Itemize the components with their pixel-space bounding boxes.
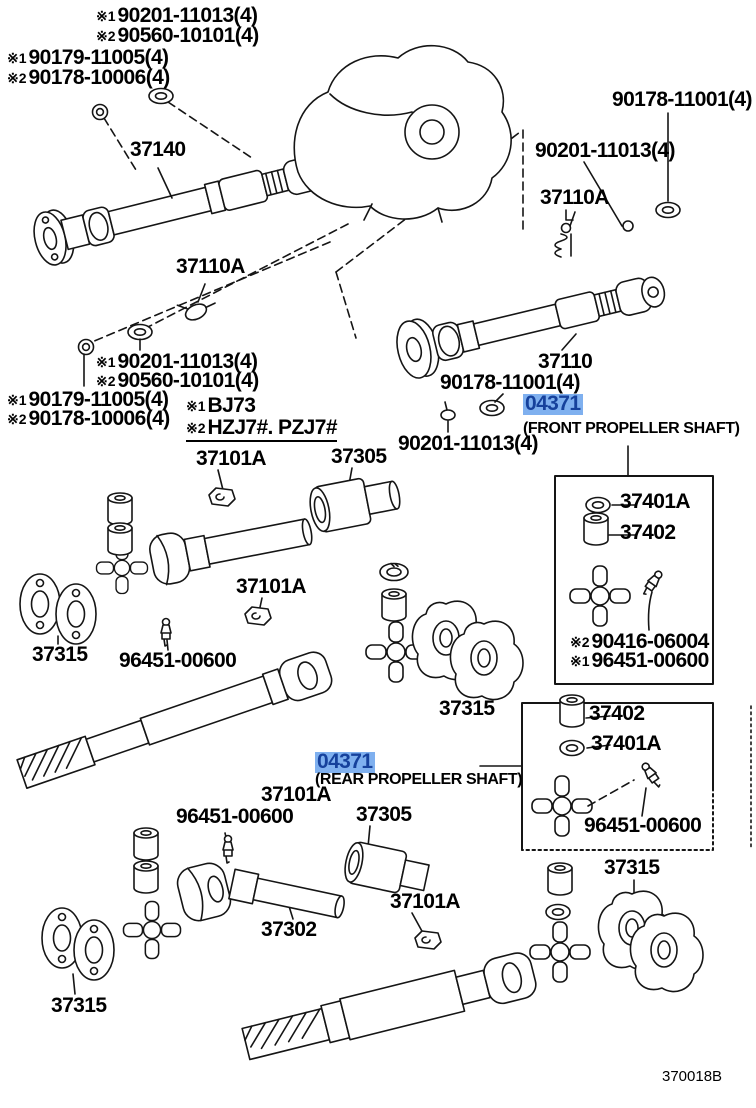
- label-text: 96451-00600: [119, 649, 237, 672]
- label-text: 90201-11013(4): [535, 139, 675, 162]
- label-text: 37101A: [261, 783, 331, 806]
- label-37101a: [196, 449, 266, 469]
- label-text: 37140: [130, 138, 186, 161]
- label-bj73: [186, 396, 255, 416]
- label-37305: [356, 805, 411, 825]
- label-90178-10006-4: [7, 68, 170, 88]
- ref-mark: ※2: [96, 373, 116, 389]
- label-text: HZJ7#. PZJ7#: [207, 416, 337, 439]
- label-37101a: [390, 892, 460, 912]
- label-hzj7#-pzj7#: [186, 418, 337, 442]
- label-text: 37101A: [390, 890, 460, 913]
- label-37315: [32, 645, 87, 665]
- label-37315: [604, 858, 659, 878]
- label-96451-00600: [570, 651, 709, 671]
- label-text: 04371: [525, 392, 581, 415]
- ref-mark: ※1: [7, 392, 27, 408]
- label-rear-propeller-shaft: [315, 772, 522, 787]
- ref-mark: ※1: [96, 8, 116, 24]
- label-90201-11013-4: [96, 6, 257, 26]
- label-text: 37110: [538, 350, 593, 373]
- label-text: (REAR PROPELLER SHAFT): [315, 771, 523, 788]
- label-text: 90560-10101(4): [117, 369, 259, 392]
- ref-mark: ※1: [7, 50, 27, 66]
- label-text: 37305: [331, 445, 387, 468]
- label-text: 90178-10006(4): [28, 407, 170, 430]
- label-90201-11013-4: [398, 434, 538, 454]
- label-96451-00600: [119, 651, 236, 671]
- label-text: 90179-11005(4): [28, 46, 169, 69]
- label-text: 37110A: [540, 186, 609, 209]
- label-90178-11001-4: [612, 90, 752, 110]
- label-90178-10006-4: [7, 409, 170, 429]
- label-text: 90560-10101(4): [117, 24, 259, 47]
- label-text: 37315: [51, 994, 107, 1017]
- label-37402: [620, 523, 675, 543]
- label-text: BJ73: [207, 394, 256, 417]
- label-text: 37401A: [620, 490, 690, 513]
- label-text: 37402: [589, 702, 645, 725]
- ref-mark: ※1: [96, 354, 116, 370]
- label-37401a: [620, 492, 690, 512]
- label-text: 37401A: [591, 732, 661, 755]
- label-text: (FRONT PROPELLER SHAFT): [523, 420, 740, 437]
- label-text: 96451-00600: [584, 814, 702, 837]
- label-text: 96451-00600: [176, 805, 294, 828]
- label-text: 370018B: [662, 1068, 723, 1085]
- label-text: 37315: [439, 697, 495, 720]
- part-code-04371-rear[interactable]: [315, 752, 375, 773]
- ref-mark: ※2: [7, 70, 27, 86]
- label-text: 96451-00600: [591, 649, 709, 672]
- label-text: 37302: [261, 918, 317, 941]
- ref-mark: ※2: [7, 411, 27, 427]
- drawing-code: [662, 1070, 722, 1084]
- label-text: 90201-11013(4): [117, 350, 258, 373]
- label-text: 90178-10006(4): [28, 66, 170, 89]
- label-37315: [439, 699, 494, 719]
- label-text: 37101A: [196, 447, 266, 470]
- label-text: 37315: [604, 856, 660, 879]
- ref-mark: ※1: [186, 398, 206, 414]
- label-90179-11005-4: [7, 48, 168, 68]
- label-90560-10101-4: [96, 26, 259, 46]
- label-text: 90179-11005(4): [28, 388, 169, 411]
- label-37140: [130, 140, 185, 160]
- label-90201-11013-4: [535, 141, 675, 161]
- label-text: 90178-11001(4): [440, 371, 580, 394]
- label-37101a: [261, 785, 331, 805]
- label-text: 37305: [356, 803, 412, 826]
- label-37110: [538, 352, 592, 372]
- label-text: 37101A: [236, 575, 306, 598]
- label-37401a: [591, 734, 661, 754]
- label-text: 37110A: [176, 255, 245, 278]
- label-text: 37315: [32, 643, 88, 666]
- ref-mark: ※2: [96, 28, 116, 44]
- part-code-04371-front[interactable]: [523, 394, 583, 415]
- label-37302: [261, 920, 316, 940]
- label-96451-00600: [176, 807, 293, 827]
- label-90178-11001-4: [440, 373, 580, 393]
- label-front-propeller-shaft: [523, 421, 740, 436]
- label-text: 90201-11013(4): [398, 432, 538, 455]
- label-text: 04371: [317, 750, 373, 773]
- ref-mark: ※2: [570, 634, 590, 650]
- label-37101a: [236, 577, 306, 597]
- label-text: 37402: [620, 521, 676, 544]
- label-37305: [331, 447, 386, 467]
- label-37110a: [540, 188, 609, 208]
- ref-mark: ※1: [570, 653, 590, 669]
- label-text: 90201-11013(4): [117, 4, 258, 27]
- label-37110a: [176, 257, 245, 277]
- label-text: 90178-11001(4): [612, 88, 752, 111]
- label-37315: [51, 996, 106, 1016]
- label-37402: [589, 704, 644, 724]
- label-text: 90416-06004: [591, 630, 709, 653]
- label-96451-00600: [584, 816, 701, 836]
- ref-mark: ※2: [186, 420, 206, 436]
